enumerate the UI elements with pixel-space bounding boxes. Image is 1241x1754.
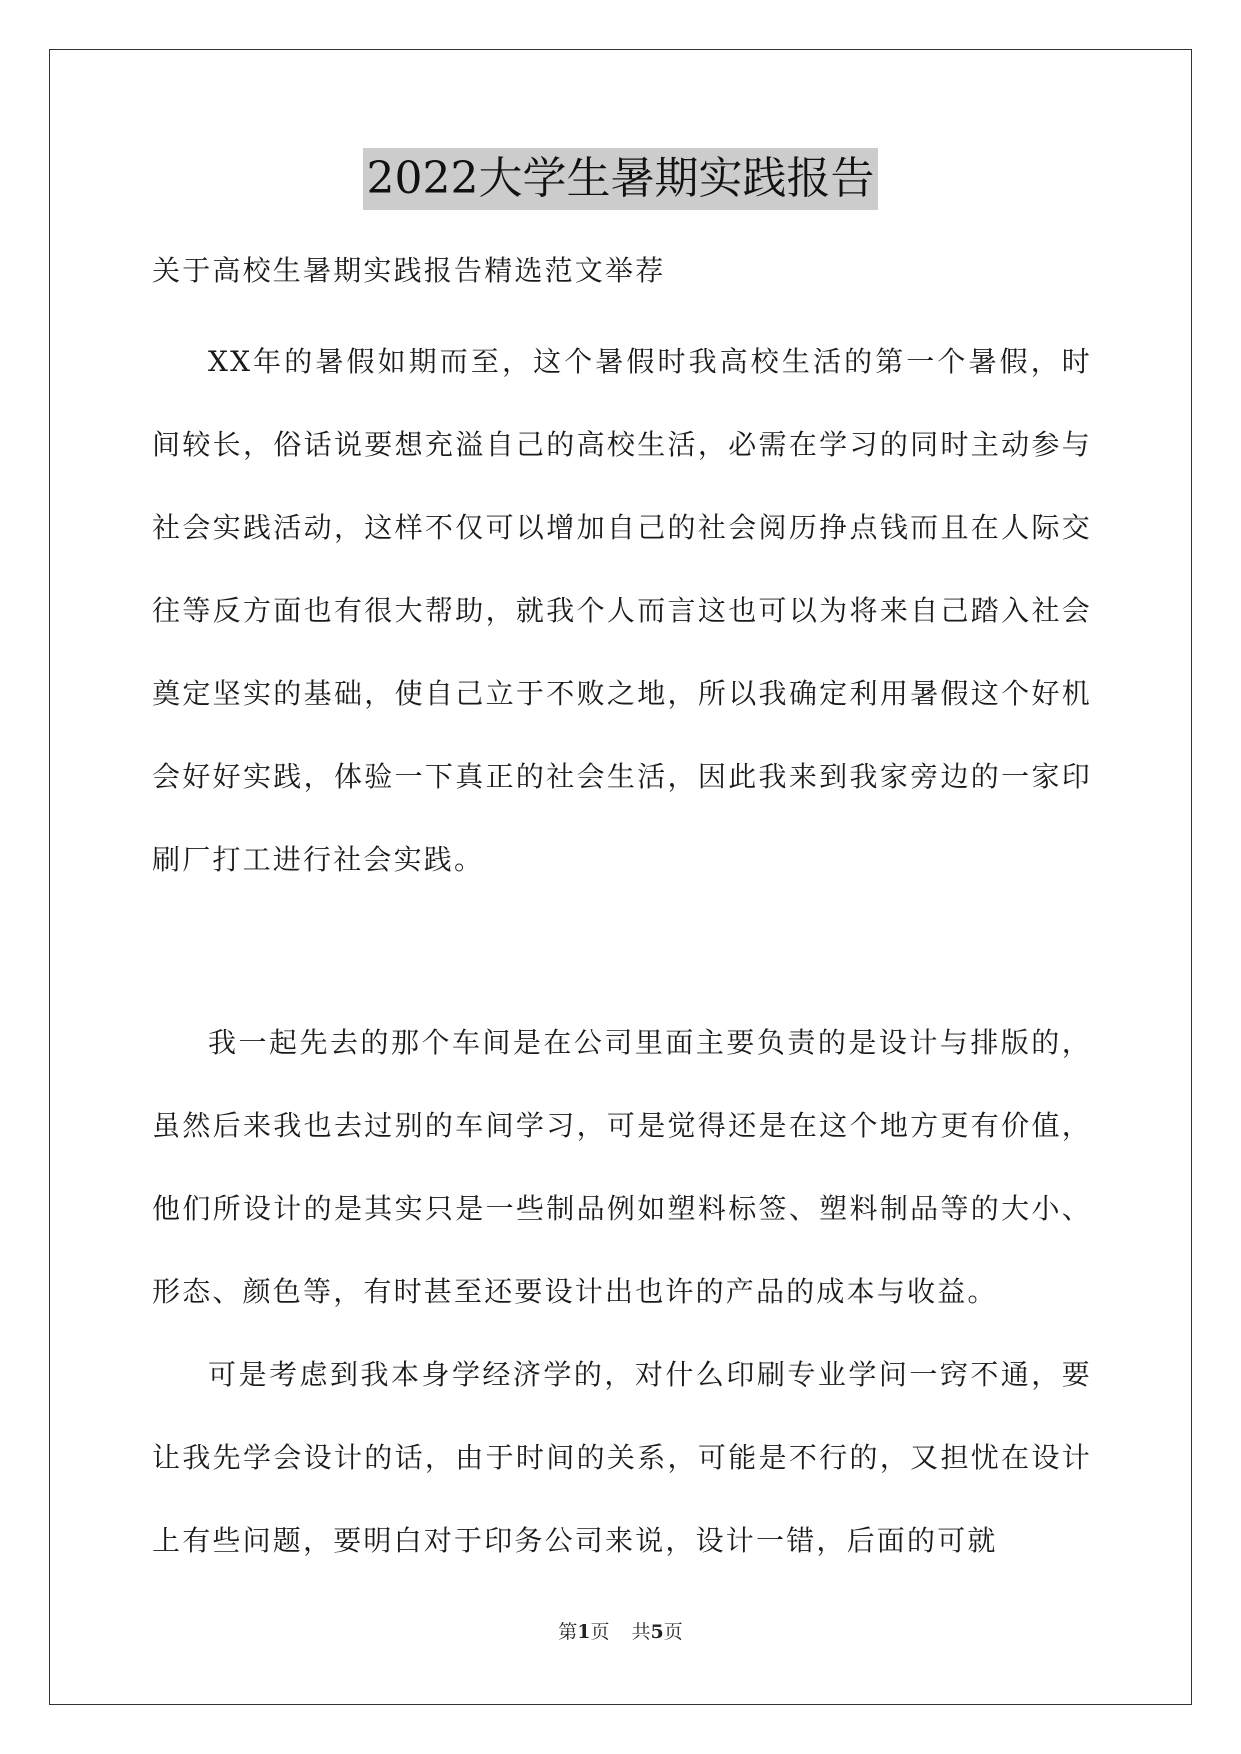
document-body	[152, 240, 1092, 1582]
document-title: 2022大学生暑期实践报告	[363, 148, 879, 210]
page-prefix: 第	[558, 1621, 578, 1643]
page-suffix: 页	[590, 1621, 610, 1643]
paragraph-3: 可是考虑到我本身学经济学的，对什么印刷专业学问一窍不通，要让我先学会设计的话，由于时间的关系，可能是不行的，又担忧在设计上有些问题，要明白对于印务公司来说，设计一错，后面的可就	[152, 1358, 1092, 1557]
page-current: 1	[577, 1621, 591, 1643]
total-prefix: 共	[631, 1621, 651, 1643]
total-suffix: 页	[663, 1621, 683, 1643]
paragraph-2: 我一起先去的那个车间是在公司里面主要负责的是设计与排版的，虽然后来我也去过别的车间学习，可是觉得还是在这个地方更有价值，他们所设计的是其实只是一些制品例如塑料标签、塑料制品等的大小、形态、颜色等，有时甚至还要设计出也许的产品的成本与收益。	[152, 1026, 1092, 1308]
paragraph-1: XX年的暑假如期而至，这个暑假时我高校生活的第一个暑假，时间较长，俗话说要想充溢自己的高校生活，必需在学习的同时主动参与社会实践活动，这样不仅可以增加自己的社会阅历挣点钱而且在人际交往等反方面也有很大帮助，就我个人而言这也可以为将来自己踏入社会奠定坚实的基础，使自己立于不败之地，所以我确定利用暑假这个好机会好好实践，体验一下真正的社会生活，因此我来到我家旁边的一家印刷厂打工进行社会实践。	[152, 345, 1092, 876]
page-footer	[0, 1617, 1241, 1644]
title-container	[0, 148, 1241, 210]
document-subtitle: 关于高校生暑期实践报告精选范文举荐	[152, 254, 666, 287]
page-total: 5	[650, 1621, 664, 1643]
